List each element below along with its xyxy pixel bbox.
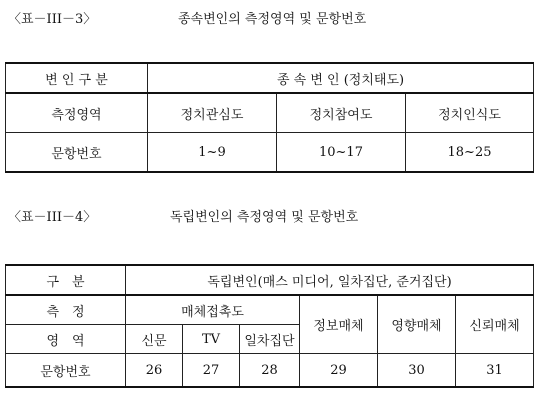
table2-area-sub: TV [183,325,240,354]
table2-items-row [6,354,534,388]
table2-items-cell: 27 [183,354,240,388]
table1-title: 종속변인의 측정영역 및 문항번호 [178,12,367,27]
table2-area-label-bottom: 영 역 [6,325,126,354]
table2-area-sub: 일차집단 [240,325,300,354]
table1-header-right: 종 속 변 인 (정치태도) [148,63,534,93]
table1-items-row [6,133,534,173]
table2-area-other: 정보매체 [300,295,378,354]
table1-area-label: 측정영역 [6,93,148,133]
table1-area-cell: 정치참여도 [277,93,406,133]
table2-media-contact-group: 매체접촉도 [126,295,300,325]
table1-area-cell: 정치인식도 [406,93,534,133]
independent-variable-table [5,264,534,388]
table1-label: 〈표－III－3〉 [8,12,97,27]
table1-area-row [6,93,534,133]
table1-header-left: 변 인 구 분 [6,63,148,93]
table2-items-cell: 30 [378,354,456,388]
table2-title: 독립변인의 측정영역 및 문항번호 [170,210,359,225]
table1-header-row [6,63,534,93]
table2-area-sub: 신문 [126,325,183,354]
table2-header-right: 독립변인(매스 미디어, 일차집단, 준거집단) [126,265,534,295]
table2-area-label-top: 측 정 [6,295,126,325]
table2-items-cell: 29 [300,354,378,388]
table1-items-label: 문항번호 [6,133,148,173]
table2-items-cell: 31 [456,354,534,388]
table1-items-cell: 1~9 [148,133,277,173]
table2-header-left: 구 분 [6,265,126,295]
dependent-variable-table [5,62,534,173]
table2-header-row [6,265,534,295]
table2-items-label: 문항번호 [6,354,126,388]
table2-area-row-top [6,295,534,325]
table1-items-cell: 18~25 [406,133,534,173]
table2-label: 〈표－III－4〉 [8,210,97,225]
table2-area-other: 영향매체 [378,295,456,354]
table2-items-cell: 28 [240,354,300,388]
table1-area-cell: 정치관심도 [148,93,277,133]
table2-area-other: 신뢰매체 [456,295,534,354]
table2-items-cell: 26 [126,354,183,388]
table1-items-cell: 10~17 [277,133,406,173]
